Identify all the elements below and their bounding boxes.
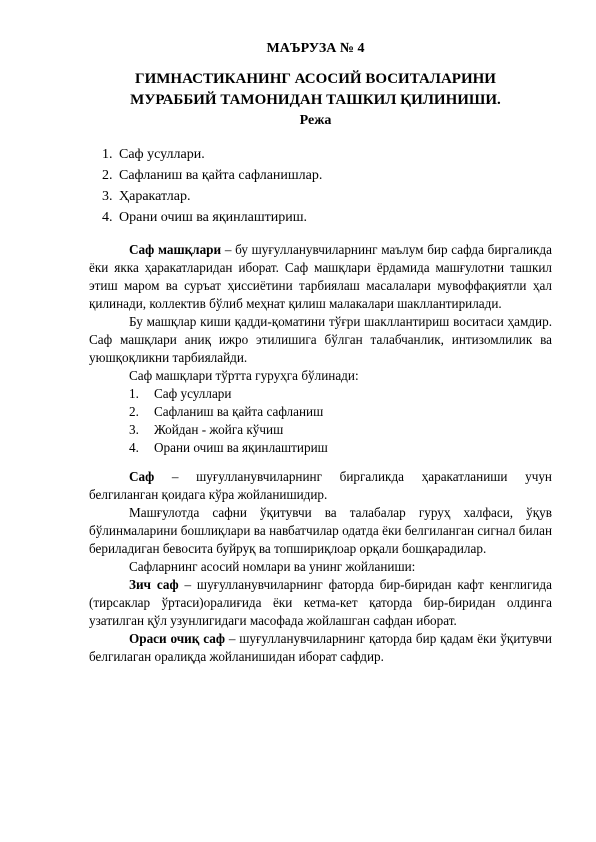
term-formation: Саф	[129, 469, 155, 484]
group-item-number: 2.	[129, 404, 139, 419]
plan-item-number: 3.	[102, 189, 113, 204]
paragraph-open-formation	[89, 630, 552, 666]
paragraph-groups-intro: Саф машқлари тўртта гуруҳга бўлинади:	[129, 368, 359, 383]
group-item-number: 1.	[129, 386, 139, 401]
group-item	[129, 403, 552, 421]
group-item-number: 4.	[129, 440, 139, 455]
group-item	[129, 385, 552, 403]
plan-item	[102, 165, 552, 186]
plan-item-text: Орани очиш ва яқинлаштириш.	[119, 210, 307, 225]
paragraph-formation-names: Сафларнинг асосий номлари ва унинг жойланиши:	[129, 559, 416, 574]
paragraph-drill-definition	[89, 241, 552, 313]
paragraph-formation-control: Машғулотда сафни ўқитувчи ва талабалар гуруҳ халфаси, ўқув бўлинмаларини бошлиқлари ва навбатчилар одатда ёки белгиланган сигнал билан бериладиган бевосита буйруқ ва топшириқлоар орқали бошқарадилар.	[89, 505, 552, 556]
lecture-number: МАЪРУЗА № 4	[266, 41, 365, 56]
paragraph-formation-definition	[89, 468, 552, 504]
paragraph-close-formation	[89, 576, 552, 630]
groups-list	[129, 385, 552, 457]
group-item	[129, 421, 552, 439]
plan-item-text: Сафланиш ва қайта сафланишлар.	[119, 168, 323, 183]
paragraph-drill-purpose: Бу машқлар киши қадди-қоматини тўғри шакллантириш воситаси ҳамдир. Саф машқлари аниқ ижро этилишига бўлган талабчанлик, интизомлилик ва уюшқоқликни тарбиялайди.	[89, 314, 552, 365]
plan-item-number: 2.	[102, 168, 113, 183]
definition-text: – бу шуғулланувчиларнинг маълум бир сафда биргаликда ёки якка ҳаракатларидан иборат. Саф машқлари ёрдамида машғулотни ташкил этиш маром ва суръат ҳиссиётини тарбиялаш масалалари мувоффақиятли ҳал қилинади, коллектив бўлиб меҳнат қилиш малакалари шакллантирилади.	[89, 242, 552, 311]
group-item	[129, 439, 552, 457]
group-item-number: 3.	[129, 422, 139, 437]
plan-item	[102, 144, 552, 165]
group-item-text: Саф усуллари	[154, 386, 232, 401]
definition-text: – шуғулланувчиларнинг қаторда бир қадам ёки ўқитувчи белгилаган оралиқда жойланишидан иборат сафдир.	[89, 631, 552, 664]
term-open-formation: Ораси очиқ саф	[129, 631, 225, 646]
spacer	[89, 457, 552, 468]
plan-item	[102, 186, 552, 207]
group-item-text: Орани очиш ва яқинлаштириш	[154, 440, 328, 455]
plan-item-text: Саф усуллари.	[119, 147, 205, 162]
group-item-text: Жойдан - жойга кўчиш	[154, 422, 284, 437]
title-line-2: МУРАББИЙ ТАМОНИДАН ТАШКИЛ ҚИЛИНИШИ.	[130, 92, 501, 108]
group-item-text: Сафланиш ва қайта сафланиш	[154, 404, 324, 419]
plan-item-number: 4.	[102, 210, 113, 225]
plan-heading: Режа	[299, 113, 332, 128]
plan-item-number: 1.	[102, 147, 113, 162]
term-close-formation: Зич саф	[129, 577, 179, 592]
plan-item	[102, 207, 552, 228]
plan-list	[89, 144, 552, 228]
plan-item-text: Ҳаракатлар.	[119, 189, 191, 204]
term-drill-exercises: Саф машқлари	[129, 242, 222, 257]
definition-text: – шуғулланувчиларнинг биргаликда ҳаракатланиши учун белгиланган қоидага кўра жойланишидир.	[89, 469, 552, 502]
title-line-1: ГИМНАСТИКАНИНГ АСОСИЙ ВОСИТАЛАРИНИ	[135, 71, 496, 87]
definition-text: – шуғулланувчиларнинг фаторда бир-биридан кафт кенглигида (тирсаклар ўртаси)оралиғида ёки кетма-кет қаторда бир-биридан олдинга узатилган қўл узунлигидаги масофада жойлашган сафдан иборат.	[89, 577, 552, 628]
